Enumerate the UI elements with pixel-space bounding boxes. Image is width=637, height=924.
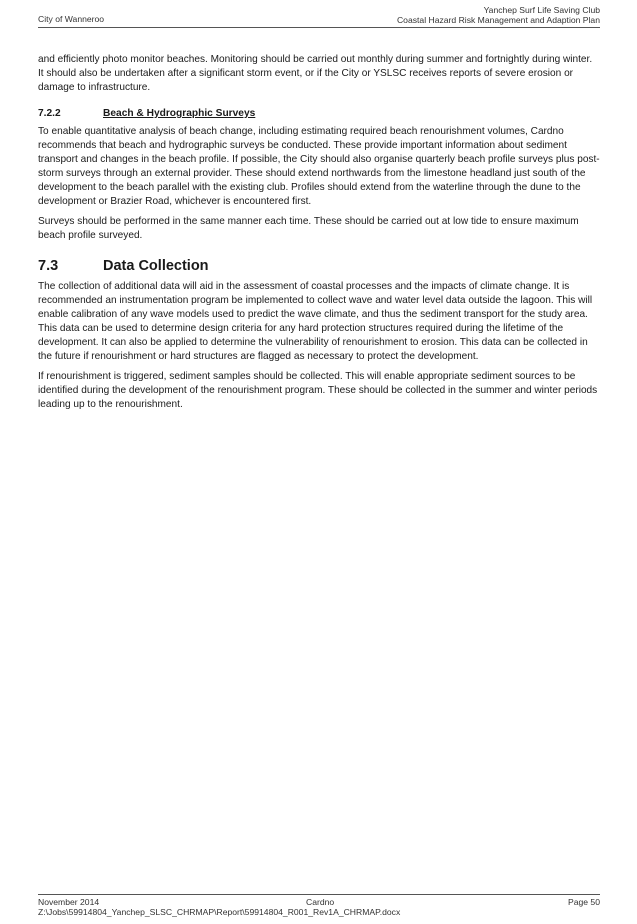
section-722-paragraph-2: Surveys should be performed in the same manner each time. These should be carried out at low tide to ensure maximum beach profile surveyed. (38, 216, 579, 241)
page-body (38, 53, 600, 418)
intro-paragraph: and efficiently photo monitor beaches. Monitoring should be carried out monthly during summer and fortnightly during winter. It should also be undertaken after a significant storm event, or if the City or YSLSC receives reports of severe erosion or damage to infrastructure. (38, 54, 593, 93)
section-722-heading (38, 107, 600, 121)
footer-date: November 2014 (38, 897, 100, 907)
header-divider (38, 27, 600, 28)
section-73-heading (38, 257, 600, 275)
section-73-number: 7.3 (38, 258, 59, 274)
footer-page-number: Page 50 (567, 897, 600, 907)
header-project-line1: Yanchep Surf Life Saving Club (483, 5, 600, 15)
footer-file-path: Z:\Jobs\59914804_Yanchep_SLSC_CHRMAP\Report\59914804_R001_Rev1A_CHRMAP.docx (38, 907, 401, 917)
section-73-title: Data Collection (103, 258, 209, 274)
header-project-line2: Coastal Hazard Risk Management and Adaption Plan (396, 14, 600, 25)
section-73-paragraph-2: If renourishment is triggered, sediment samples should be collected. This will enable appropriate sediment sources to be identified during the development of the renourishment program. These should be collected in the summer and winter periods leading up to the renourishment. (38, 371, 598, 410)
section-722-number: 7.2.2 (38, 108, 61, 119)
document-page (38, 0, 600, 924)
section-722-paragraph-1: To enable quantitative analysis of beach change, including estimating required beach renourishment volumes, Cardno recommends that beach and hydrographic surveys be conducted. These provide important information about sediment transport and changes in the beach profile. If possible, the City should also organise quarterly beach profile surveys plus post-storm surveys through an external provider. These should extend northwards from the limestone headland just south of the development to the beach parallel with the existing club. Profiles should extend from the waterline through the dune to the development or Brazier Road, whichever is encountered first. (38, 126, 600, 207)
footer-divider (38, 894, 600, 895)
section-722-title: Beach & Hydrographic Surveys (103, 108, 256, 119)
section-73-paragraph-1: The collection of additional data will aid in the assessment of coastal processes and the impacts of climate change. It is recommended an instrumentation program be implemented to collect wave and water level data outside the lagoon. This will enable calibration of any wave models used to predict the wave climate, and thus the sediment transport for the study area. This data can be used to determine design criteria for any hard protection structures required during the lifetime of the development. It can also be applied to determine the vulnerability of renourishment to erosion. This data can be collected in the future if renourishment or hard structures are flagged as necessary to protect the development. (38, 281, 593, 362)
page-footer (38, 897, 600, 917)
header-project (397, 6, 600, 25)
header-client: City of Wanneroo (38, 14, 105, 24)
footer-company: Cardno (306, 897, 335, 907)
